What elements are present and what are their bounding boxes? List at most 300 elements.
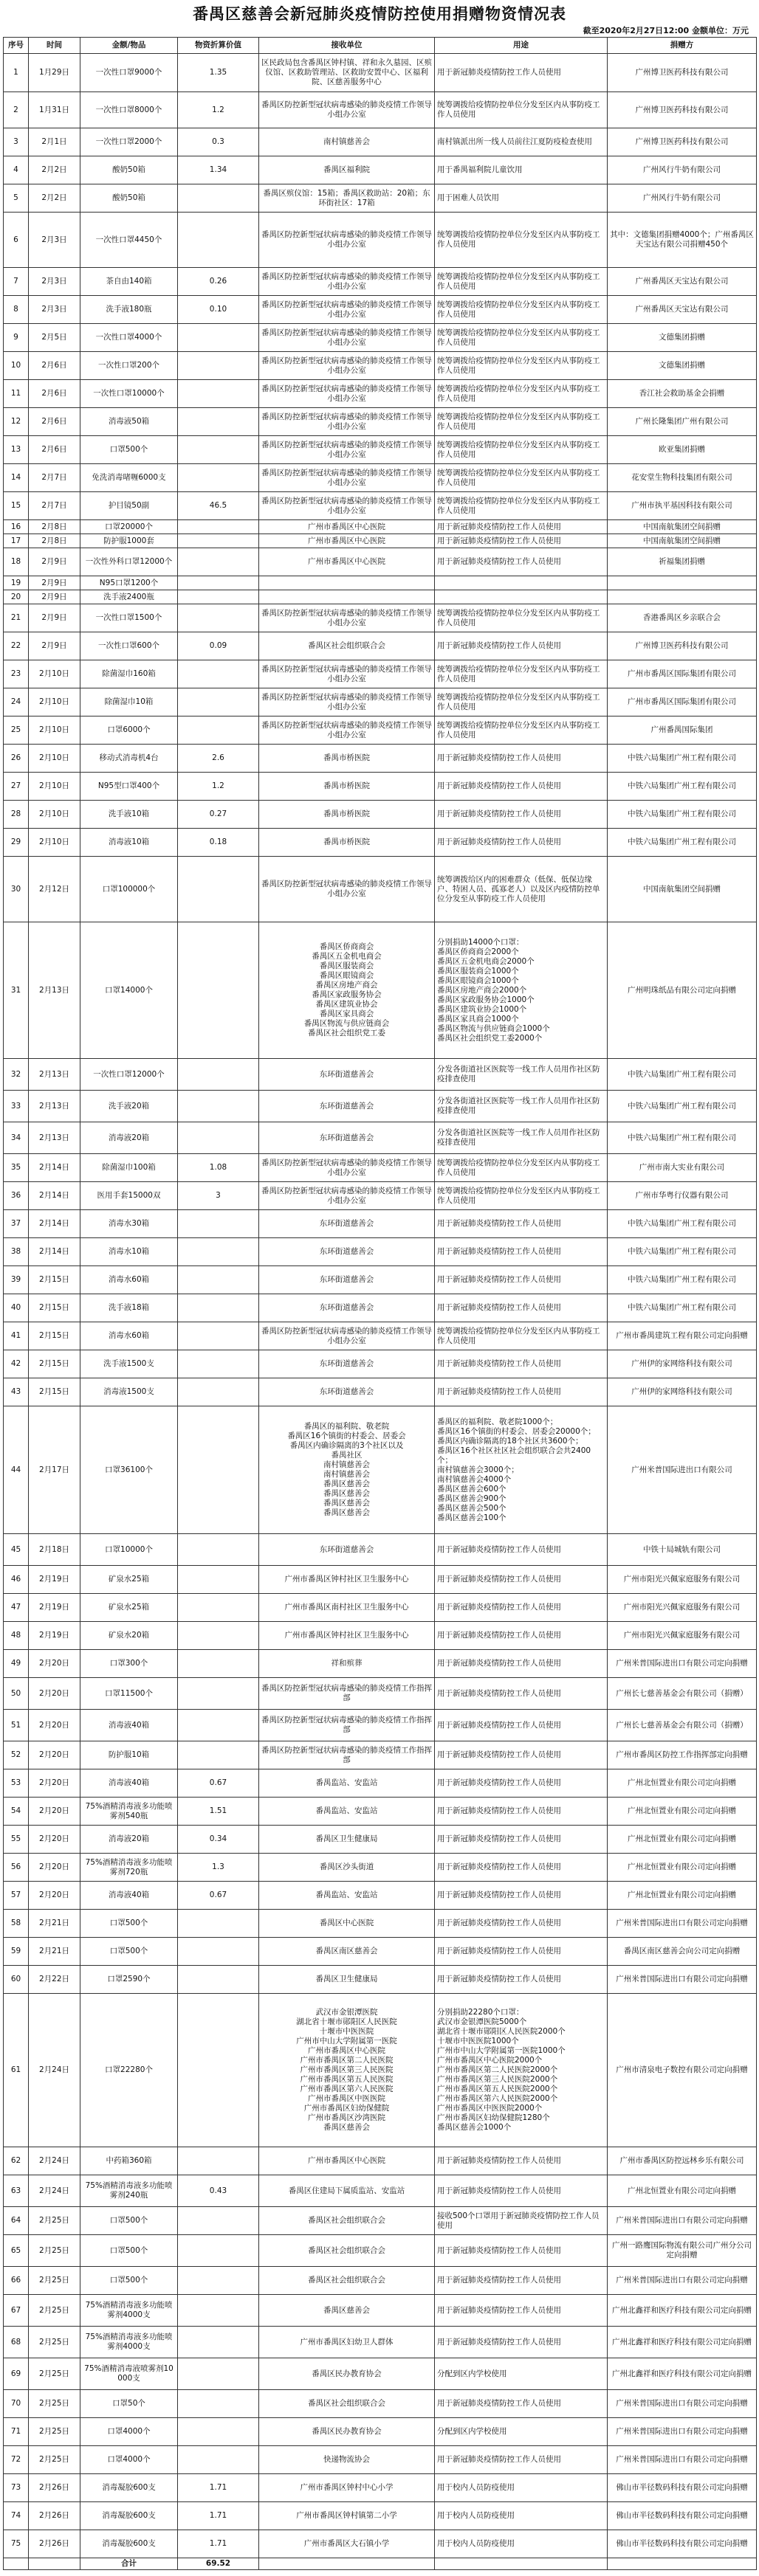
cell-value: 1.71 bbox=[178, 2474, 259, 2502]
cell-item: 除菌湿巾100箱 bbox=[80, 1154, 178, 1182]
cell-receiver: 番禺区防控新型冠状病毒感染的肺炎疫情工作领导小组办公室 bbox=[259, 324, 435, 352]
cell-item: 口罩20000个 bbox=[80, 520, 178, 534]
cell-donor: 香江社会救助基金会捐赠 bbox=[608, 380, 757, 408]
cell-use: 用于新冠肺炎疫情防控工作人员使用 bbox=[435, 2235, 608, 2267]
cell-use: 分配到区内学校使用 bbox=[435, 2418, 608, 2446]
table-row bbox=[4, 1266, 757, 1294]
cell-receiver: 广州市番禺区钟村社区卫生服务中心 bbox=[259, 1622, 435, 1650]
cell-use: 用于新冠肺炎疫情防控工作人员使用 bbox=[435, 632, 608, 660]
cell-no: 44 bbox=[4, 1406, 29, 1534]
cell-use: 分配到区内学校使用 bbox=[435, 2358, 608, 2390]
cell-no: 38 bbox=[4, 1238, 29, 1266]
cell-receiver: 番禺监站、安监站 bbox=[259, 1769, 435, 1798]
cell-date: 2月21日 bbox=[29, 1938, 80, 1966]
cell-use: 统筹调拨给疫情防控单位分发至区内从事防疫工作人员使用 bbox=[435, 716, 608, 745]
cell-no: 40 bbox=[4, 1294, 29, 1322]
cell-date: 2月25日 bbox=[29, 2207, 80, 2235]
cell-donor: 广州米普国际进出口有限公司定向捐赠 bbox=[608, 1650, 757, 1678]
cell-value bbox=[178, 1350, 259, 1378]
table-row bbox=[4, 745, 757, 773]
cell-value bbox=[178, 1266, 259, 1294]
cell-receiver: 番禺区防控新型冠状病毒感染的肺炎疫情工作领导小组办公室 bbox=[259, 660, 435, 688]
cell-donor: 中铁六局集团广州工程有限公司 bbox=[608, 745, 757, 773]
cell-no: 72 bbox=[4, 2446, 29, 2474]
cell-value: 0.26 bbox=[178, 268, 259, 296]
cell-item: 口罩500个 bbox=[80, 436, 178, 464]
table-row bbox=[4, 408, 757, 436]
cell-item: 口罩4000个 bbox=[80, 2418, 178, 2446]
cell-date: 2月10日 bbox=[29, 716, 80, 745]
cell-date: 2月6日 bbox=[29, 436, 80, 464]
cell-item: 矿泉水20箱 bbox=[80, 1622, 178, 1650]
cell-use: 用于新冠肺炎疫情防控工作人员使用 bbox=[435, 2295, 608, 2327]
cell-donor: 广州长七慈善基金会有限公司（捐赠） bbox=[608, 1678, 757, 1710]
cell-value: 1.35 bbox=[178, 54, 259, 92]
cell-value bbox=[178, 1678, 259, 1710]
cell-value: 0.43 bbox=[178, 2175, 259, 2207]
cell-donor: 广州市阳光兴佩家庭服务有限公司 bbox=[608, 1594, 757, 1622]
cell-date: 2月19日 bbox=[29, 1622, 80, 1650]
cell-receiver: 广州市番禺区钟村镇第二小学 bbox=[259, 2502, 435, 2530]
cell-date: 2月14日 bbox=[29, 1210, 80, 1238]
cell-receiver: 番禺区殡仪馆：15箱；番禺区救助站：20箱；东环街社区：17箱 bbox=[259, 184, 435, 213]
cell-no: 56 bbox=[4, 1854, 29, 1882]
cell-receiver: 广州市番禺区中心医院 bbox=[259, 548, 435, 576]
cell-value bbox=[178, 1566, 259, 1594]
cell-donor: 广州博卫医药科技有限公司 bbox=[608, 54, 757, 92]
table-row bbox=[4, 548, 757, 576]
cell-value: 1.34 bbox=[178, 156, 259, 184]
cell-donor: 广州番禺国际集团 bbox=[608, 716, 757, 745]
cell-no: 74 bbox=[4, 2502, 29, 2530]
cell-value: 0.34 bbox=[178, 1826, 259, 1854]
cell-item: N95型口罩400个 bbox=[80, 773, 178, 801]
cell-value bbox=[178, 1710, 259, 1741]
cell-receiver: 番禺区防控新型冠状病毒感染的肺炎疫情工作领导小组办公室 bbox=[259, 716, 435, 745]
cell-receiver bbox=[259, 576, 435, 590]
cell-use: 用于新冠肺炎疫情防控工作人员使用 bbox=[435, 1650, 608, 1678]
cell-use bbox=[435, 576, 608, 590]
cell-date: 2月3日 bbox=[29, 296, 80, 324]
total-spacer bbox=[608, 2558, 757, 2570]
cell-no: 53 bbox=[4, 1769, 29, 1798]
cell-donor: 佛山市半径数码科技有限公司定向捐赠 bbox=[608, 2474, 757, 2502]
cell-donor: 广州博卫医药科技有限公司 bbox=[608, 92, 757, 128]
cell-no: 6 bbox=[4, 213, 29, 268]
cell-receiver: 番禺区社会组织联合会 bbox=[259, 632, 435, 660]
cell-no: 2 bbox=[4, 92, 29, 128]
table-row bbox=[4, 857, 757, 922]
cell-item: 防护服1000套 bbox=[80, 534, 178, 548]
cell-value: 0.10 bbox=[178, 296, 259, 324]
table-row bbox=[4, 660, 757, 688]
cell-item: 茶自由140箱 bbox=[80, 268, 178, 296]
cell-use: 用于新冠肺炎疫情防控工作人员使用 bbox=[435, 1378, 608, 1406]
cell-value bbox=[178, 380, 259, 408]
cell-use: 用于新冠肺炎疫情防控工作人员使用 bbox=[435, 2446, 608, 2474]
cell-date: 2月6日 bbox=[29, 380, 80, 408]
table-row bbox=[4, 1826, 757, 1854]
cell-value bbox=[178, 1650, 259, 1678]
table-row bbox=[4, 534, 757, 548]
cell-item: 75%酒精消毒液多功能喷雾剂720瓶 bbox=[80, 1854, 178, 1882]
cell-donor: 广州米普国际进出口有限公司定向捐赠 bbox=[608, 2446, 757, 2474]
cell-value bbox=[178, 1378, 259, 1406]
table-header-row bbox=[4, 38, 757, 54]
cell-donor: 花安堂生物科技集团有限公司 bbox=[608, 464, 757, 492]
cell-no: 68 bbox=[4, 2327, 29, 2358]
cell-value: 0.67 bbox=[178, 1769, 259, 1798]
cell-use: 用于新冠肺炎疫情防控工作人员使用 bbox=[435, 1854, 608, 1882]
cell-value bbox=[178, 1059, 259, 1091]
cell-date: 2月18日 bbox=[29, 1534, 80, 1566]
cell-value bbox=[178, 2446, 259, 2474]
table-row bbox=[4, 2530, 757, 2558]
cell-receiver: 广州市番禺区中心医院 bbox=[259, 2147, 435, 2175]
cell-value: 3 bbox=[178, 1182, 259, 1210]
table-row bbox=[4, 2474, 757, 2502]
cell-donor: 广州市番禺区防控工作指挥部定向捐赠 bbox=[608, 1741, 757, 1769]
cell-use: 用于新冠肺炎疫情防控工作人员使用 bbox=[435, 548, 608, 576]
cell-donor: 广州市阳光兴佩家庭服务有限公司 bbox=[608, 1622, 757, 1650]
cell-value bbox=[178, 213, 259, 268]
cell-no: 8 bbox=[4, 296, 29, 324]
cell-date: 2月25日 bbox=[29, 2295, 80, 2327]
cell-donor: 佛山市半径数码科技有限公司定向捐赠 bbox=[608, 2530, 757, 2558]
table-row bbox=[4, 1678, 757, 1710]
table-row bbox=[4, 1566, 757, 1594]
cell-receiver: 番禺区慈善会 bbox=[259, 2295, 435, 2327]
cell-no: 34 bbox=[4, 1122, 29, 1154]
cell-date: 2月10日 bbox=[29, 829, 80, 857]
cell-value bbox=[178, 534, 259, 548]
cell-donor: 广州米普国际进出口有限公司定向捐赠 bbox=[608, 1910, 757, 1938]
cell-value: 1.08 bbox=[178, 1154, 259, 1182]
cell-no: 75 bbox=[4, 2530, 29, 2558]
cell-receiver: 东环街道慈善会 bbox=[259, 1059, 435, 1091]
table-row bbox=[4, 324, 757, 352]
cell-receiver: 东环街道慈善会 bbox=[259, 1294, 435, 1322]
cell-receiver: 番禺区中心医院 bbox=[259, 1910, 435, 1938]
cell-use: 统筹调拨给疫情防控单位分发至区内从事防疫工作人员使用 bbox=[435, 464, 608, 492]
cell-value: 1.71 bbox=[178, 2530, 259, 2558]
cell-receiver: 番禺区防控新型冠状病毒感染的肺炎疫情工作领导小组办公室 bbox=[259, 213, 435, 268]
cell-donor: 广州博卫医药科技有限公司 bbox=[608, 128, 757, 156]
table-row bbox=[4, 2175, 757, 2207]
document-title: 番禺区慈善会新冠肺炎疫情防控使用捐赠物资情况表 bbox=[193, 4, 566, 23]
cell-item: 矿泉水25箱 bbox=[80, 1594, 178, 1622]
cell-item: 75%酒精消毒液多功能喷雾剂240瓶 bbox=[80, 2175, 178, 2207]
cell-no: 3 bbox=[4, 128, 29, 156]
cell-no: 7 bbox=[4, 268, 29, 296]
table-row bbox=[4, 1910, 757, 1938]
cell-date: 2月25日 bbox=[29, 2235, 80, 2267]
cell-no: 47 bbox=[4, 1594, 29, 1622]
cell-date: 2月10日 bbox=[29, 660, 80, 688]
cell-no: 58 bbox=[4, 1910, 29, 1938]
cell-no: 32 bbox=[4, 1059, 29, 1091]
table-row bbox=[4, 1938, 757, 1966]
cell-value bbox=[178, 2207, 259, 2235]
cell-date: 2月26日 bbox=[29, 2502, 80, 2530]
cell-use: 用于新冠肺炎疫情防控工作人员使用 bbox=[435, 1566, 608, 1594]
cell-use: 用于新冠肺炎疫情防控工作人员使用 bbox=[435, 1910, 608, 1938]
cell-item: 一次性口罩600个 bbox=[80, 632, 178, 660]
cell-value bbox=[178, 857, 259, 922]
cell-no: 13 bbox=[4, 436, 29, 464]
cell-donor: 广州北恒置业有限公司定向捐赠 bbox=[608, 2175, 757, 2207]
cell-donor: 广州博卫医药科技有限公司 bbox=[608, 632, 757, 660]
table-row bbox=[4, 2267, 757, 2295]
table-row bbox=[4, 156, 757, 184]
table-row bbox=[4, 1650, 757, 1678]
cell-date: 2月22日 bbox=[29, 1966, 80, 1994]
cell-use: 用于新冠肺炎疫情防控工作人员使用 bbox=[435, 1350, 608, 1378]
cell-value bbox=[178, 1322, 259, 1350]
cell-item: 口罩14000个 bbox=[80, 922, 178, 1059]
cell-no: 23 bbox=[4, 660, 29, 688]
cell-value bbox=[178, 2147, 259, 2175]
cell-item: 洗手液20箱 bbox=[80, 1091, 178, 1122]
cell-date: 2月24日 bbox=[29, 1994, 80, 2147]
cell-use: 用于番禺福利院儿童饮用 bbox=[435, 156, 608, 184]
cell-receiver: 番禺区民办教育协会 bbox=[259, 2418, 435, 2446]
cell-use: 统筹调拨给疫情防控单位分发至区内从事防疫工作人员使用 bbox=[435, 324, 608, 352]
cell-receiver: 番禺区侨商商会 番禺区五金机电商会 番禺区服装商会 番禺区眼镜商会 番禺区房地产商会 番禺区家政服务协会 番禺区建筑业协会 番禺区家具商会 番禺区物流与供应链商会 番禺区社会组织党工委 bbox=[259, 922, 435, 1059]
cell-receiver: 广州市番禺区钟村社区卫生服务中心 bbox=[259, 1566, 435, 1594]
cell-donor: 其中：文德集团捐赠4000个；广州番禺区天宝达有限公司捐赠450个 bbox=[608, 213, 757, 268]
cell-item: 一次性口罩4000个 bbox=[80, 324, 178, 352]
cell-item: 口罩500个 bbox=[80, 2235, 178, 2267]
cell-use: 用于新冠肺炎疫情防控工作人员使用 bbox=[435, 534, 608, 548]
cell-no: 18 bbox=[4, 548, 29, 576]
cell-no: 1 bbox=[4, 54, 29, 92]
cell-receiver: 南村镇慈善会 bbox=[259, 128, 435, 156]
cell-use: 统筹调拨给疫情防控单位分发至区内从事防疫工作人员使用 bbox=[435, 604, 608, 632]
cell-donor: 广州北鑫祥和医疗科技有限公司定向捐赠 bbox=[608, 2327, 757, 2358]
cell-use: 用于新冠肺炎疫情防控工作人员使用 bbox=[435, 1938, 608, 1966]
cell-receiver: 番禺区防控新型冠状病毒感染的肺炎疫情工作领导小组办公室 bbox=[259, 604, 435, 632]
cell-donor: 广州北恒置业有限公司定向捐赠 bbox=[608, 1882, 757, 1910]
cell-value bbox=[178, 590, 259, 604]
cell-use: 用于新冠肺炎疫情防控工作人员使用 bbox=[435, 1594, 608, 1622]
cell-item: 一次性外科口罩12000个 bbox=[80, 548, 178, 576]
cell-no: 64 bbox=[4, 2207, 29, 2235]
table-row bbox=[4, 2295, 757, 2327]
cell-date: 2月20日 bbox=[29, 1769, 80, 1798]
cell-donor bbox=[608, 576, 757, 590]
cell-use: 用于新冠肺炎疫情防控工作人员使用 bbox=[435, 1769, 608, 1798]
cell-item: 一次性口罩8000个 bbox=[80, 92, 178, 128]
cell-no: 52 bbox=[4, 1741, 29, 1769]
table-row bbox=[4, 1210, 757, 1238]
cell-use bbox=[435, 590, 608, 604]
cell-donor: 中铁六局集团广州工程有限公司 bbox=[608, 1210, 757, 1238]
cell-no: 24 bbox=[4, 688, 29, 716]
cell-item: 酸奶50箱 bbox=[80, 156, 178, 184]
cell-item: 消毒液40箱 bbox=[80, 1710, 178, 1741]
cell-use: 统筹调拨给疫情防控单位分发至区内从事防疫工作人员使用 bbox=[435, 1322, 608, 1350]
cell-use: 用于新冠肺炎疫情防控工作人员使用 bbox=[435, 520, 608, 534]
cell-use: 用于新冠肺炎疫情防控工作人员使用 bbox=[435, 773, 608, 801]
cell-receiver: 番禺区防控新型冠状病毒感染的肺炎疫情工作领导小组办公室 bbox=[259, 1182, 435, 1210]
cell-use: 用于新冠肺炎疫情防控工作人员使用 bbox=[435, 1266, 608, 1294]
cell-value bbox=[178, 436, 259, 464]
cell-date: 2月5日 bbox=[29, 324, 80, 352]
table-row bbox=[4, 492, 757, 520]
cell-value bbox=[178, 2267, 259, 2295]
cell-no: 48 bbox=[4, 1622, 29, 1650]
table-row bbox=[4, 1294, 757, 1322]
cell-item: 除菌湿巾160箱 bbox=[80, 660, 178, 688]
cell-use: 用于新冠肺炎疫情防控工作人员使用 bbox=[435, 2175, 608, 2207]
cell-value: 2.6 bbox=[178, 745, 259, 773]
cell-receiver: 番禺区防控新型冠状病毒感染的肺炎疫情工作指挥部 bbox=[259, 1678, 435, 1710]
cell-donor bbox=[608, 590, 757, 604]
cell-date: 1月29日 bbox=[29, 54, 80, 92]
donation-table bbox=[3, 37, 757, 2570]
cell-no: 26 bbox=[4, 745, 29, 773]
table-body bbox=[4, 54, 757, 2558]
cell-use: 用于新冠肺炎疫情防控工作人员使用 bbox=[435, 2390, 608, 2418]
table-row bbox=[4, 2390, 757, 2418]
cell-item: 消毒水10箱 bbox=[80, 1238, 178, 1266]
cell-item: 一次性口罩200个 bbox=[80, 352, 178, 380]
cell-donor: 广州市南大实业有限公司 bbox=[608, 1154, 757, 1182]
cell-value: 0.67 bbox=[178, 1882, 259, 1910]
cell-donor: 中铁六局集团广州工程有限公司 bbox=[608, 1266, 757, 1294]
cell-date: 2月1日 bbox=[29, 128, 80, 156]
table-row bbox=[4, 1154, 757, 1182]
cell-receiver: 东环街道慈善会 bbox=[259, 1534, 435, 1566]
cell-date: 2月15日 bbox=[29, 1378, 80, 1406]
cell-receiver: 番禺区社会组织联合会 bbox=[259, 2207, 435, 2235]
cell-use: 统筹调拨给疫情防控单位分发至区内从事防疫工作人员使用 bbox=[435, 92, 608, 128]
cell-value bbox=[178, 1238, 259, 1266]
cell-donor: 中国南航集团空间捐赠 bbox=[608, 534, 757, 548]
header-value: 物资折算价值 bbox=[178, 38, 259, 54]
table-row bbox=[4, 213, 757, 268]
cell-receiver: 番禺区防控新型冠状病毒感染的肺炎疫情工作领导小组办公室 bbox=[259, 380, 435, 408]
table-row bbox=[4, 2358, 757, 2390]
cell-value bbox=[178, 352, 259, 380]
cell-item: 口罩500个 bbox=[80, 1938, 178, 1966]
cell-no: 41 bbox=[4, 1322, 29, 1350]
cell-no: 35 bbox=[4, 1154, 29, 1182]
table-row bbox=[4, 436, 757, 464]
cell-donor: 中铁六局集团广州工程有限公司 bbox=[608, 1122, 757, 1154]
cell-item: 消毒液50箱 bbox=[80, 408, 178, 436]
cell-no: 5 bbox=[4, 184, 29, 213]
cell-date: 2月15日 bbox=[29, 1350, 80, 1378]
cell-date: 2月8日 bbox=[29, 520, 80, 534]
cell-item: 洗手液2400瓶 bbox=[80, 590, 178, 604]
cell-item: 消毒水30箱 bbox=[80, 1210, 178, 1238]
cell-use: 统筹调拨给疫情防控单位分发至区内从事防疫工作人员使用 bbox=[435, 408, 608, 436]
cell-receiver: 番禺区社会组织联合会 bbox=[259, 2267, 435, 2295]
cell-no: 20 bbox=[4, 590, 29, 604]
cell-date: 2月25日 bbox=[29, 2327, 80, 2358]
cell-donor: 广州长隆集团广州有限公司 bbox=[608, 408, 757, 436]
cell-receiver: 快递物流协会 bbox=[259, 2446, 435, 2474]
cell-value: 1.2 bbox=[178, 773, 259, 801]
table-row bbox=[4, 1378, 757, 1406]
cell-item: 消毒液20箱 bbox=[80, 1826, 178, 1854]
cell-value bbox=[178, 1091, 259, 1122]
cell-item: 75%酒精消毒液多功能喷雾剂540瓶 bbox=[80, 1798, 178, 1826]
cell-receiver: 番禺区的福利院、敬老院 番禺区16个镇街的村委会、居委会 番禺区内确诊隔离的3个社区以及 番禺社区 南村镇慈善会 南村镇慈善会 番禺区慈善会 番禺区慈善会 番禺区慈善会 番禺区慈善会 bbox=[259, 1406, 435, 1534]
table-row bbox=[4, 520, 757, 534]
cell-donor: 广州市番禺区国际集团有限公司 bbox=[608, 660, 757, 688]
cell-donor: 广州北恒置业有限公司定向捐赠 bbox=[608, 1854, 757, 1882]
cell-date: 2月19日 bbox=[29, 1566, 80, 1594]
cell-receiver: 番禺区防控新型冠状病毒感染的肺炎疫情工作领导小组办公室 bbox=[259, 436, 435, 464]
cell-receiver: 番禺区防控新型冠状病毒感染的肺炎疫情工作领导小组办公室 bbox=[259, 492, 435, 520]
cell-value bbox=[178, 548, 259, 576]
table-row bbox=[4, 184, 757, 213]
cell-date: 2月9日 bbox=[29, 632, 80, 660]
table-row bbox=[4, 1406, 757, 1534]
cell-no: 19 bbox=[4, 576, 29, 590]
cell-date: 2月15日 bbox=[29, 1294, 80, 1322]
cell-donor: 文德集团捐赠 bbox=[608, 324, 757, 352]
cell-use: 用于新冠肺炎疫情防控工作人员使用 bbox=[435, 1882, 608, 1910]
cell-use: 用于新冠肺炎疫情防控工作人员使用 bbox=[435, 1826, 608, 1854]
cell-date: 2月20日 bbox=[29, 1678, 80, 1710]
cell-use: 统筹调拨给疫情防控单位分发至区内从事防疫工作人员使用 bbox=[435, 352, 608, 380]
table-row bbox=[4, 1622, 757, 1650]
cell-date: 2月25日 bbox=[29, 2418, 80, 2446]
cell-date: 2月13日 bbox=[29, 1091, 80, 1122]
cell-item: 口罩11500个 bbox=[80, 1678, 178, 1710]
cell-receiver: 东环街道慈善会 bbox=[259, 1091, 435, 1122]
cell-item: 消毒凝胶600支 bbox=[80, 2474, 178, 2502]
cell-receiver: 番禺市桥医院 bbox=[259, 801, 435, 829]
cell-no: 28 bbox=[4, 801, 29, 829]
cell-receiver: 广州市番禺区中心医院 bbox=[259, 534, 435, 548]
cell-value: 1.71 bbox=[178, 2502, 259, 2530]
cell-no: 30 bbox=[4, 857, 29, 922]
table-row bbox=[4, 2327, 757, 2358]
cell-no: 21 bbox=[4, 604, 29, 632]
cell-no: 71 bbox=[4, 2418, 29, 2446]
cell-no: 55 bbox=[4, 1826, 29, 1854]
cell-value: 0.09 bbox=[178, 632, 259, 660]
cell-no: 27 bbox=[4, 773, 29, 801]
cell-no: 66 bbox=[4, 2267, 29, 2295]
cell-receiver: 番禺区防控新型冠状病毒感染的肺炎疫情工作领导小组办公室 bbox=[259, 296, 435, 324]
cell-no: 11 bbox=[4, 380, 29, 408]
cell-use: 用于新冠肺炎疫情防控工作人员使用 bbox=[435, 1238, 608, 1266]
cell-receiver: 番禺区防控新型冠状病毒感染的肺炎疫情工作指挥部 bbox=[259, 1710, 435, 1741]
cell-item: 口罩22280个 bbox=[80, 1994, 178, 2147]
cell-date: 2月14日 bbox=[29, 1182, 80, 1210]
cell-donor: 欧亚集团捐赠 bbox=[608, 436, 757, 464]
header-donor: 捐赠方 bbox=[608, 38, 757, 54]
cell-item: 一次性口罩1500个 bbox=[80, 604, 178, 632]
cell-date: 2月20日 bbox=[29, 1882, 80, 1910]
cell-date: 2月6日 bbox=[29, 408, 80, 436]
cell-value bbox=[178, 2295, 259, 2327]
cell-donor: 广州北恒置业有限公司定向捐赠 bbox=[608, 1769, 757, 1798]
cell-use: 用于新冠肺炎疫情防控工作人员使用 bbox=[435, 2147, 608, 2175]
table-row bbox=[4, 92, 757, 128]
cell-receiver: 东环街道慈善会 bbox=[259, 1266, 435, 1294]
cell-date: 2月6日 bbox=[29, 352, 80, 380]
cell-date: 2月25日 bbox=[29, 2390, 80, 2418]
cell-item: 75%酒精消毒液喷雾剂10000支 bbox=[80, 2358, 178, 2390]
cell-use: 统筹调拨给疫情防控单位分发至区内从事防疫工作人员使用 bbox=[435, 660, 608, 688]
